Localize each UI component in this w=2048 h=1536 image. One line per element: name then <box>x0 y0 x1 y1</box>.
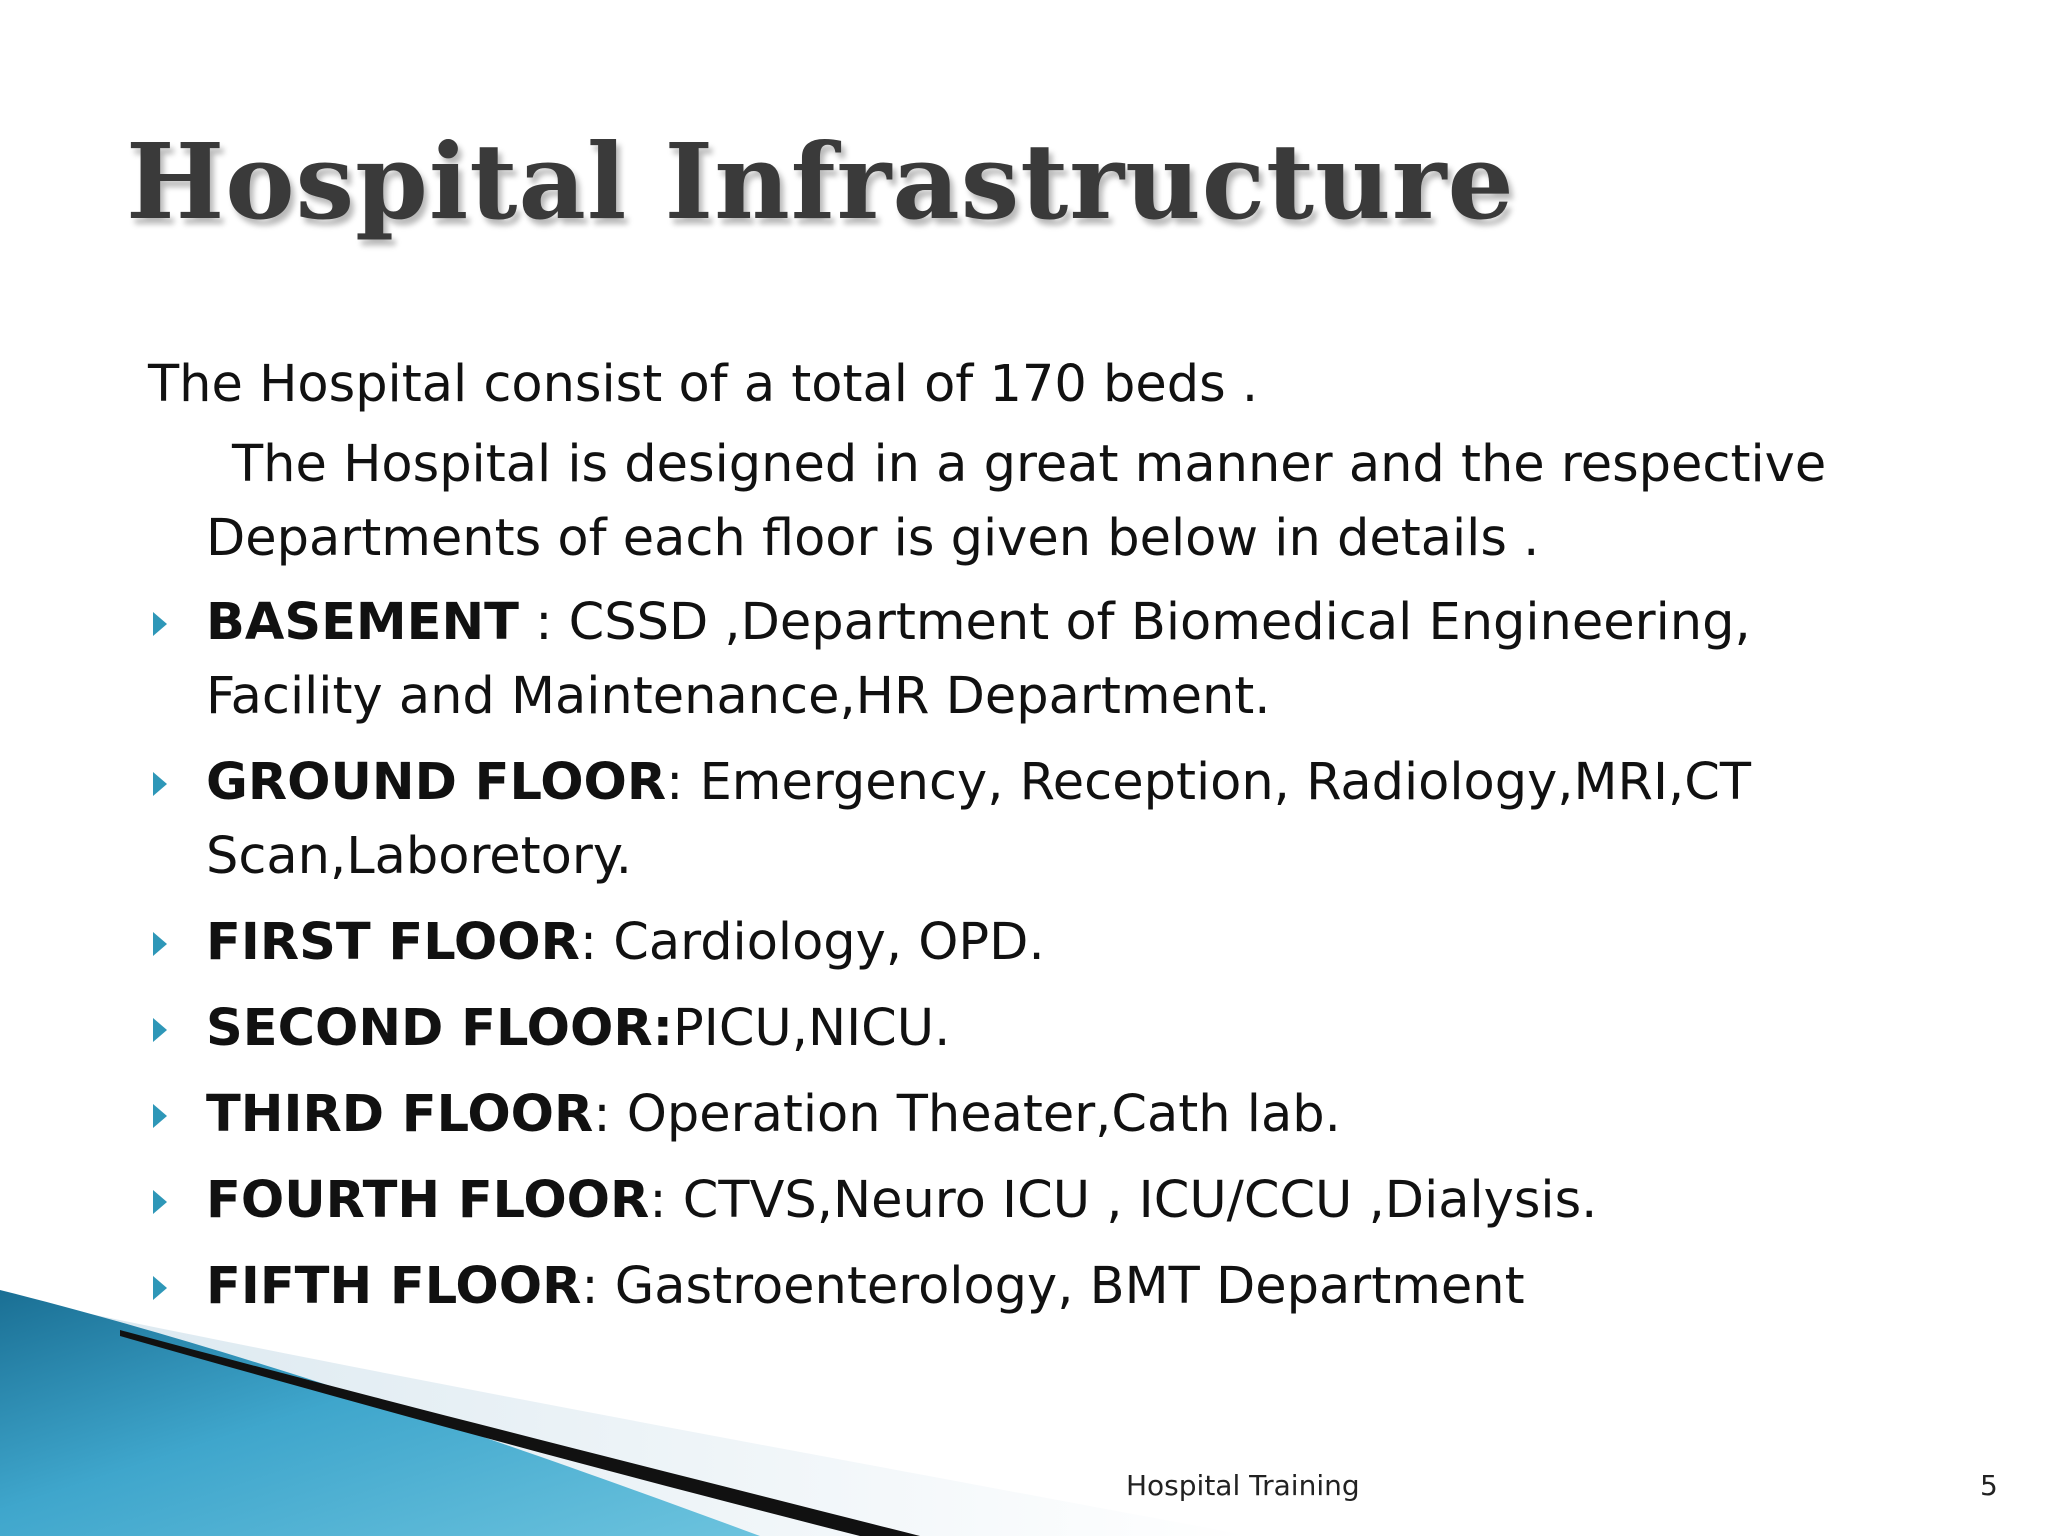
floor-list <box>148 586 1928 1324</box>
floor-label: THIRD FLOOR <box>206 1085 594 1144</box>
bullet-arrow-icon <box>153 932 167 956</box>
floor-label: SECOND FLOOR: <box>206 999 674 1058</box>
intro-total-beds: The Hospital consist of a total of 170 beds . <box>148 355 1259 414</box>
bullet-arrow-icon <box>153 1276 167 1300</box>
floor-label: BASEMENT <box>206 593 519 652</box>
floor-item-third <box>148 1078 1928 1152</box>
footer-text: Hospital Training <box>1126 1469 1360 1502</box>
floor-departments: : Operation Theater,Cath lab. <box>593 1085 1341 1144</box>
floor-departments: : Gastroenterology, BMT Department <box>581 1257 1525 1316</box>
bullet-arrow-icon <box>153 772 167 796</box>
floor-item-basement <box>148 586 1928 734</box>
bullet-arrow-icon <box>153 612 167 636</box>
slide-body <box>148 348 1928 1336</box>
floor-label: FIFTH FLOOR <box>206 1257 582 1316</box>
floor-item-fifth <box>148 1250 1928 1324</box>
intro-description: The Hospital is designed in a great manner and the respective Departments of each floor is given below in details . <box>206 435 1827 568</box>
floor-departments: : CTVS,Neuro ICU , ICU/CCU ,Dialysis. <box>649 1171 1598 1230</box>
bullet-arrow-icon <box>153 1018 167 1042</box>
floor-item-fourth <box>148 1164 1928 1238</box>
floor-departments: PICU,NICU. <box>673 999 951 1058</box>
floor-label: GROUND FLOOR <box>206 753 667 812</box>
floor-departments: : Emergency, Reception, Radiology,MRI,CT Scan,Laboretory. <box>206 753 1751 886</box>
page-number: 5 <box>1980 1469 1998 1502</box>
floor-label: FOURTH FLOOR <box>206 1171 650 1230</box>
floor-departments: : CSSD ,Department of Biomedical Engineering, Facility and Maintenance,HR Department. <box>206 593 1751 726</box>
floor-label: FIRST FLOOR <box>206 913 580 972</box>
slide-title: Hospital Infrastructure <box>126 120 1515 243</box>
floor-item-ground <box>148 746 1928 894</box>
bullet-arrow-icon <box>153 1104 167 1128</box>
floor-item-second <box>148 992 1928 1066</box>
floor-item-first <box>148 906 1928 980</box>
bullet-arrow-icon <box>153 1190 167 1214</box>
floor-departments: : Cardiology, OPD. <box>579 913 1045 972</box>
